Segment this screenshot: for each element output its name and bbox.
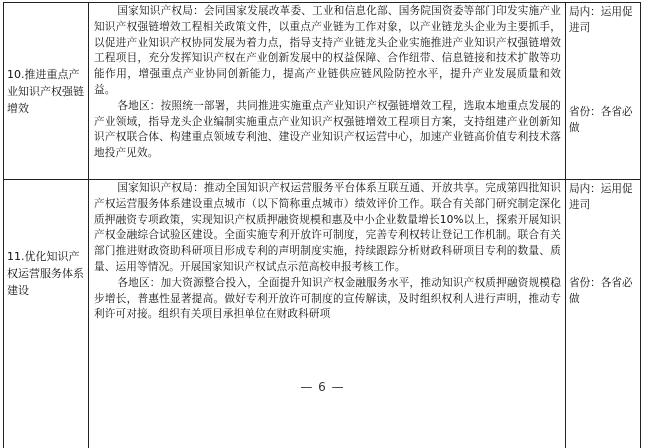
table-row bbox=[4, 180, 641, 448]
responsibility-cell bbox=[566, 180, 641, 448]
task-name-cell: 10.推进重点产业知识产权强链增效 bbox=[4, 3, 89, 180]
content-paragraph: 各地区：加大资源整合投入，全面提升知识产权金融服务水平，推动知识产权质押融资规模稳步增长，普惠性显著提高。做好专利开放许可制度的宣传解读，及时组织权利人进行声明，推动专利许可对接。组织有关项目承担单位在财政科研项 bbox=[94, 276, 561, 323]
resp-province: 省份：各省必做 bbox=[569, 276, 640, 308]
task-content-cell bbox=[89, 180, 566, 448]
content-paragraph: 各地区：按照统一部署，共同推进实施重点产业知识产权强链增效工程，选取本地重点发展的产业领域，指导龙头企业编制实施重点产业知识产权强链增效工程项目方案，支持组建产业创新知识产权联合体、构建重点领域专利池、建设产业知识产权运营中心，加速产业链高价值专利技术落地投产见效。 bbox=[94, 99, 561, 162]
task-name-cell: 11.优化知识产权运营服务体系建设 bbox=[4, 180, 89, 448]
content-paragraph: 国家知识产权局：推动全国知识产权运营服务平台体系互联互通、开放共享。完成第四批知识产权运营服务体系建设重点城市（以下简称重点城市）绩效评价工作。联合有关部门研究制定深化质押融资专项政策，实现知识产权质押融资规模和惠及中小企业数量增长10%以上，探索开展知识产权金融综合试验区建设。全面实施专利开放许可制度，完善专利权转让登记工作机制。联合有关部门推进财政资助科研项目形成专利的声明制度实施，持续跟踪分析财政科研项目专利的数量、质量、运用等情况。开展国家知识产权试点示范高校申报考核工作。 bbox=[94, 181, 561, 276]
task-content-cell bbox=[89, 3, 566, 180]
responsibility-cell bbox=[566, 3, 641, 180]
resp-province: 省份：各省必做 bbox=[569, 105, 640, 137]
table-row bbox=[4, 3, 641, 180]
resp-bureau: 局内：运用促进司 bbox=[569, 5, 637, 37]
page-number: — 6 — bbox=[0, 380, 645, 394]
resp-bureau: 局内：运用促进司 bbox=[569, 182, 637, 214]
content-paragraph: 国家知识产权局：会同国家发展改革委、工业和信息化部、国务院国资委等部门印发实施产业知识产权强链增效工程相关政策文件，以重点产业链为工作对象，以产业链龙头企业为主要抓手，以促进产业知识产权协同发展为着力点，指导支持产业链龙头企业实施推进产业知识产权强链增效工程项目，充分发挥知识产权在产业创新发展中的权益保障、合作纽带、信息链接和技术扩散等功能作用，增强重点产业协同创新能力，提高产业链供应链风险防控水平，提升产业发展质量和效益。 bbox=[94, 4, 561, 99]
